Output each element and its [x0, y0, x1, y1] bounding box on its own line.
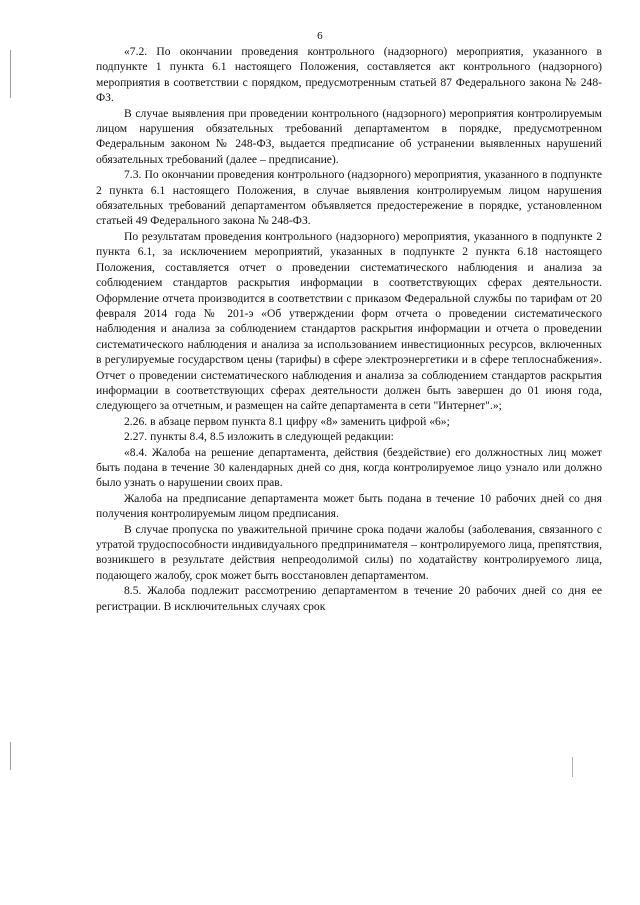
page-number: 6 — [317, 30, 323, 42]
scan-edge-mark — [10, 742, 11, 770]
paragraph-8-4: «8.4. Жалоба на решение департамента, действия (бездействие) его должностных лиц может быть подана в течение 30 календарных дней со дня, когда контролируемое лицо узнало или должно было узнать о нарушении своих прав. — [96, 445, 602, 490]
paragraph-prescription-complaint: Жалоба на предписание департамента может быть подана в течение 10 рабочих дней со дня получения контролируемым лицом предписания. — [96, 491, 602, 521]
paragraph-deadline-restoration: В случае пропуска по уважительной причине срока подачи жалобы (заболевания, связанного с утратой трудоспособности индивидуального предпринимателя – контролируемого лица, препятствия, возникшего в результате действия непреодолимой силы) по ходатайству контролируемого лица, подающего жалобу, срок может быть восстановлен департаментом. — [96, 522, 602, 582]
paragraph-2-27: 2.27. пункты 8.4, 8.5 изложить в следующей редакции: — [124, 430, 394, 444]
paragraph-violation-prescription: В случае выявления при проведении контрольного (надзорного) мероприятия контролируемым лицом нарушения обязательных требований департаментом в порядке, предусмотренном Федеральным законом № 248-ФЗ, выдается предписание об устранении выявленных нарушений обязательных требований (далее – предписание). — [96, 106, 602, 166]
paragraph-7-3: 7.3. По окончании проведения контрольного (надзорного) мероприятия, указанного в подпункте 2 пункта 6.1 настоящего Положения, в случае выявления контролируемым лицом нарушения обязательных требований департаментом объявляется предостережение в порядке, установленном статьей 49 Федерального закона № 248-ФЗ. — [96, 168, 602, 228]
paragraph-7-2: «7.2. По окончании проведения контрольного (надзорного) мероприятия, указанного в подпункте 1 пункта 6.1 настоящего Положения, составляется акт контрольного (надзорного) мероприятия в соответствии с порядком, предусмотренным статьей 87 Федерального закона № 248-ФЗ. — [96, 45, 602, 105]
scan-edge-mark — [10, 50, 11, 98]
document-body — [96, 44, 602, 614]
paragraph-results-report: По результатам проведения контрольного (надзорного) мероприятия, указанного в подпункте 2 пункта 6.1, за исключением мероприятий, указанных в подпункте 2 пункта 6.18 настоящего Положения, составляется отчет о проведении систематического наблюдения и анализа за соблюдением стандартов раскрытия информации в соответствующих сферах деятельности. Оформление отчета производится в соответствии с приказом Федеральной службы по тарифам от 20 февраля 2014 года № 201-э «Об утверждении форм отчета о проведении систематического наблюдения и анализа за соблюдением стандартов раскрытия информации и отчета о проведении систематического наблюдения и анализа за использованием инвестиционных ресурсов, включенных в регулируемые государством цены (тарифы) в сфере электроэнергетики и в сфере теплоснабжения». Отчет о проведении систематического наблюдения и анализа за соблюдением стандартов раскрытия информации в соответствующих сферах деятельности должен быть завершен до 01 июня года, следующего за отчетным, и размещен на сайте департамента в сети "Интернет".»; — [96, 229, 602, 413]
scan-edge-mark — [572, 757, 573, 777]
paragraph-2-26: 2.26. в абзаце первом пункта 8.1 цифру «8» заменить цифрой «6»; — [124, 414, 450, 428]
paragraph-8-5: 8.5. Жалоба подлежит рассмотрению департаментом в течение 20 рабочих дней со дня ее регистрации. В исключительных случаях срок — [96, 584, 602, 613]
